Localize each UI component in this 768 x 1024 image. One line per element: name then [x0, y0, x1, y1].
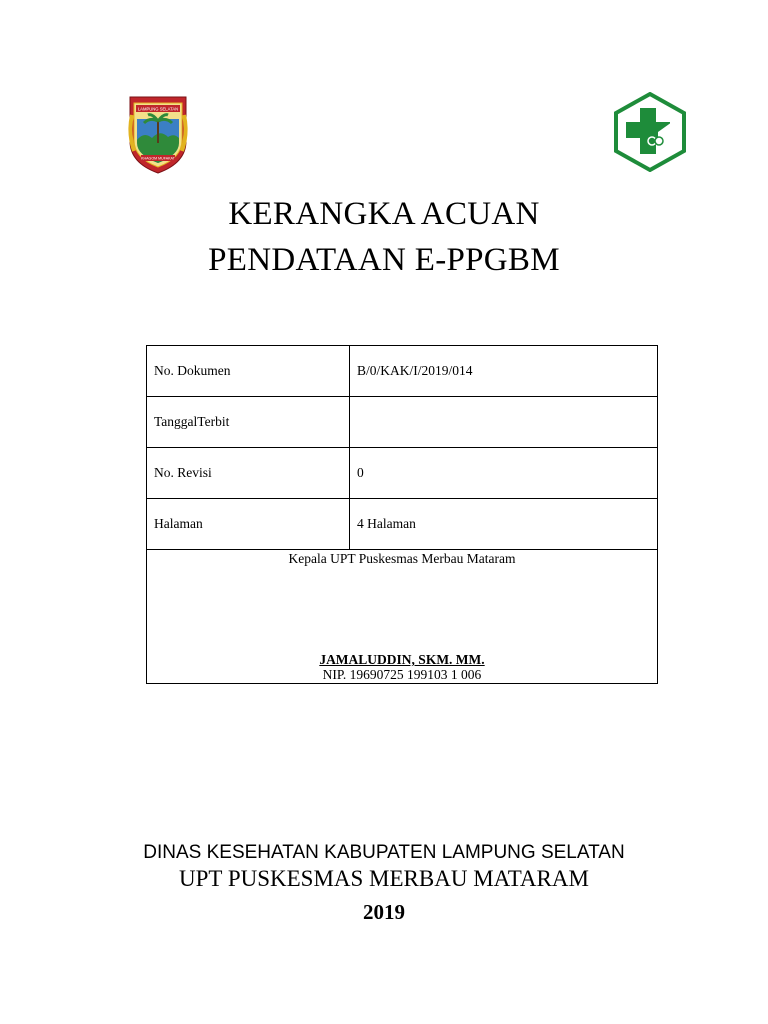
page-count-label: Halaman: [147, 499, 350, 550]
table-row: [147, 499, 658, 550]
signatory-nip: NIP. 19690725 199103 1 006: [322, 667, 482, 682]
signatory-name: JAMALUDDIN, SKM. MM.: [319, 652, 485, 667]
table-row: [147, 397, 658, 448]
crest-bottom-text: KHAGOM MUFAKAT: [141, 156, 175, 161]
signature-cell: [147, 550, 658, 684]
table-row: [147, 346, 658, 397]
table-row: [147, 448, 658, 499]
footer-unit: UPT PUSKESMAS MERBAU MATARAM: [179, 866, 589, 891]
signature-row: [147, 550, 658, 684]
footer-year: 2019: [363, 900, 405, 924]
crest-top-text: LAMPUNG SELATAN: [137, 106, 179, 112]
document-info-table: [146, 345, 658, 684]
revision-label: No. Revisi: [147, 448, 350, 499]
issue-date-label: TanggalTerbit: [147, 397, 350, 448]
puskesmas-cross-icon: [614, 92, 686, 172]
footer-agency: DINAS KESEHATAN KABUPATEN LAMPUNG SELATAN: [143, 842, 625, 863]
lampung-selatan-crest-icon: [124, 93, 192, 175]
signature-heading: Kepala UPT Puskesmas Merbau Mataram: [288, 551, 516, 566]
doc-number-label: No. Dokumen: [147, 346, 350, 397]
issue-date-value: [350, 397, 658, 448]
page-count-value: 4 Halaman: [350, 499, 658, 550]
document-title-line2: PENDATAAN E-PPGBM: [208, 242, 560, 278]
revision-value: 0: [350, 448, 658, 499]
document-title-line1: KERANGKA ACUAN: [228, 196, 540, 232]
doc-number-value: B/0/KAK/I/2019/014: [350, 346, 658, 397]
